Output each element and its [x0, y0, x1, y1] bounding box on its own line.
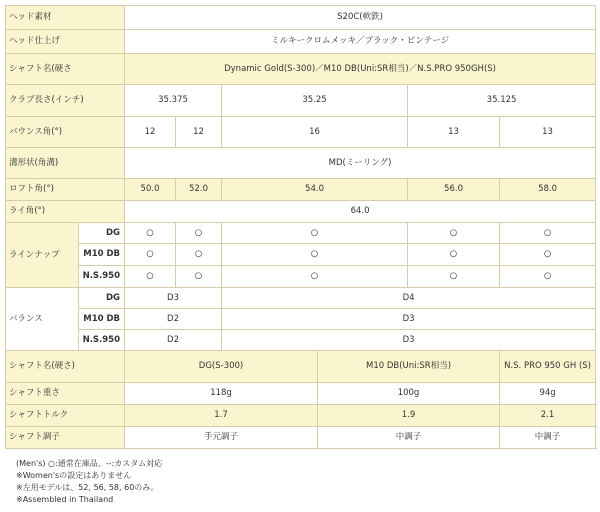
- shaft-spec-header-value: DG(S-300): [125, 351, 318, 383]
- balance-value: D2: [125, 330, 222, 351]
- lineup-mark: ○: [500, 223, 596, 244]
- lineup-mark: ○: [176, 223, 222, 244]
- balance-value: D2: [125, 309, 222, 330]
- shaft-kick-value: 中調子: [500, 427, 596, 449]
- shaft-kick-value: 中調子: [318, 427, 500, 449]
- lineup-mark: ○: [176, 244, 222, 266]
- loft-value: 54.0: [222, 179, 408, 201]
- shaft-torque-value: 1.7: [125, 405, 318, 427]
- row-shaft-weight: [6, 383, 596, 405]
- shaft-spec-header-value: N.S. PRO 950 GH (S): [500, 351, 596, 383]
- footnote: ※Assembled in Thailand: [16, 495, 114, 504]
- lineup-shaft-name: DG: [79, 223, 125, 244]
- club-length-value: 35.125: [408, 85, 596, 117]
- balance-shaft-name: N.S.950: [79, 330, 125, 351]
- shaft-torque-value: 1.9: [318, 405, 500, 427]
- head-material-value: S20C(軟鉄): [125, 6, 596, 30]
- footnote: ※左用モデルは、52, 56, 58, 60のみ。: [16, 483, 159, 492]
- lineup-row: [6, 223, 596, 244]
- shaft-torque-label: シャフトトルク: [6, 405, 125, 427]
- groove-label: 溝形状(角溝): [6, 148, 125, 179]
- club-length-value: 35.25: [222, 85, 408, 117]
- shaft-kick-label: シャフト調子: [6, 427, 125, 449]
- head-finish-label: ヘッド仕上げ: [6, 30, 125, 54]
- loft-label: ロフト角(°): [6, 179, 125, 201]
- lineup-shaft-name: N.S.950: [79, 266, 125, 288]
- lineup-mark: ○: [176, 266, 222, 288]
- row-shaft-kick: [6, 427, 596, 449]
- row-shaft-torque: [6, 405, 596, 427]
- club-length-value: 35.375: [125, 85, 222, 117]
- footnote: (Men's) ○:通常在庫品、--:カスタム対応: [16, 459, 163, 468]
- balance-label: バランス: [6, 288, 79, 351]
- lineup-mark: ○: [222, 266, 408, 288]
- footnotes: [16, 458, 162, 506]
- shaft-weight-value: 100g: [318, 383, 500, 405]
- bounce-label: バウンス角(°): [6, 117, 125, 148]
- balance-value: D3: [125, 288, 222, 309]
- head-material-label: ヘッド素材: [6, 6, 125, 30]
- loft-value: 56.0: [408, 179, 500, 201]
- lineup-shaft-name: M10 DB: [79, 244, 125, 266]
- balance-value: D3: [222, 309, 596, 330]
- lineup-row: [6, 244, 596, 266]
- shaft-torque-value: 2.1: [500, 405, 596, 427]
- bounce-value: 12: [125, 117, 176, 148]
- shaft-weight-value: 118g: [125, 383, 318, 405]
- row-shaft-name: [6, 54, 596, 85]
- row-groove: [6, 148, 596, 179]
- lineup-row: [6, 266, 596, 288]
- balance-value: D3: [222, 330, 596, 351]
- bounce-value: 16: [222, 117, 408, 148]
- shaft-spec-header-label: シャフト名(硬さ): [6, 351, 125, 383]
- lineup-label: ラインナップ: [6, 223, 79, 288]
- shaft-kick-value: 手元調子: [125, 427, 318, 449]
- club-length-label: クラブ長さ(インチ): [6, 85, 125, 117]
- lineup-mark: ○: [125, 266, 176, 288]
- lineup-mark: ○: [408, 266, 500, 288]
- lie-label: ライ角(°): [6, 201, 125, 223]
- spec-table: [5, 5, 596, 449]
- lie-value: 64.0: [125, 201, 596, 223]
- shaft-weight-label: シャフト重さ: [6, 383, 125, 405]
- lineup-mark: ○: [500, 244, 596, 266]
- shaft-name-value: Dynamic Gold(S-300)／M10 DB(Uni:SR相当)／N.S.PRO 950GH(S): [125, 54, 596, 85]
- row-lie: [6, 201, 596, 223]
- row-club-length: [6, 85, 596, 117]
- row-head-finish: [6, 30, 596, 54]
- row-bounce: [6, 117, 596, 148]
- lineup-mark: ○: [125, 244, 176, 266]
- row-shaft-spec-header: [6, 351, 596, 383]
- lineup-mark: ○: [500, 266, 596, 288]
- lineup-mark: ○: [125, 223, 176, 244]
- balance-shaft-name: M10 DB: [79, 309, 125, 330]
- shaft-weight-value: 94g: [500, 383, 596, 405]
- balance-value: D4: [222, 288, 596, 309]
- loft-value: 52.0: [176, 179, 222, 201]
- row-head-material: [6, 6, 596, 30]
- balance-row: [6, 288, 596, 309]
- balance-row: [6, 309, 596, 330]
- bounce-value: 12: [176, 117, 222, 148]
- lineup-mark: ○: [222, 223, 408, 244]
- row-loft: [6, 179, 596, 201]
- groove-value: MD(ミーリング): [125, 148, 596, 179]
- loft-value: 50.0: [125, 179, 176, 201]
- shaft-spec-header-value: M10 DB(Uni:SR相当): [318, 351, 500, 383]
- loft-value: 58.0: [500, 179, 596, 201]
- lineup-mark: ○: [222, 244, 408, 266]
- lineup-mark: ○: [408, 244, 500, 266]
- head-finish-value: ミルキークロムメッキ／ブラック・ビンテージ: [125, 30, 596, 54]
- balance-row: [6, 330, 596, 351]
- footnote: ※Women'sの設定はありません: [16, 471, 132, 480]
- shaft-name-label: シャフト名(硬さ: [6, 54, 125, 85]
- lineup-mark: ○: [408, 223, 500, 244]
- bounce-value: 13: [408, 117, 500, 148]
- bounce-value: 13: [500, 117, 596, 148]
- balance-shaft-name: DG: [79, 288, 125, 309]
